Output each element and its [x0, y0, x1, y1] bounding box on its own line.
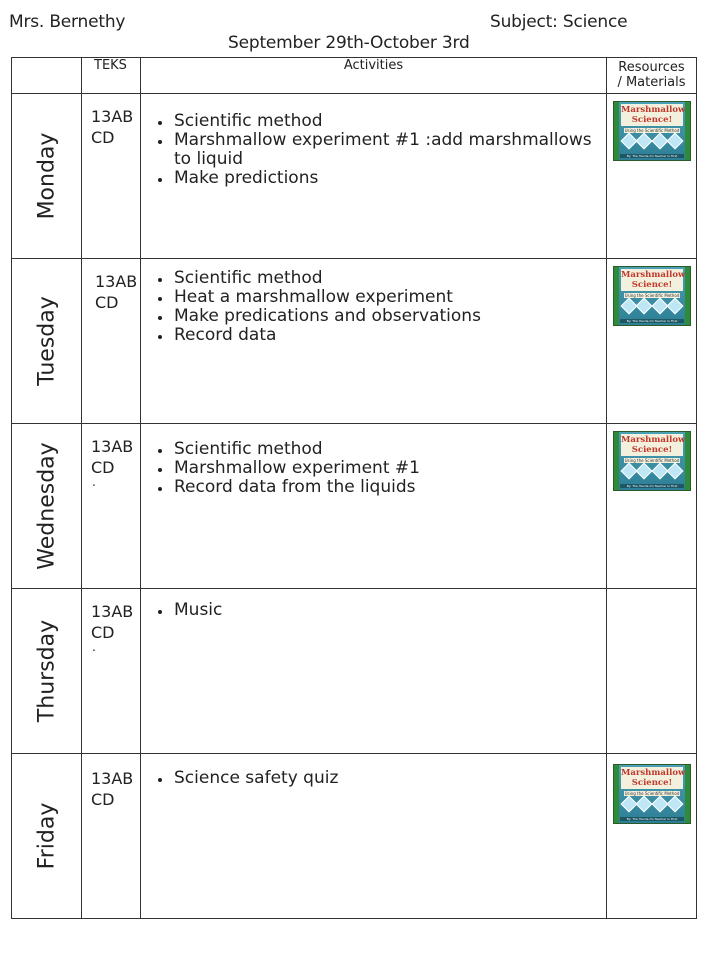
resource-footer: By: The Hands-On Teacher in First: [620, 484, 684, 488]
activities-cell: [141, 94, 607, 259]
resources-header-line1: Resources: [618, 60, 685, 75]
day-name: Friday: [34, 802, 59, 870]
resource-subtitle: Using the Scientific Method: [624, 791, 680, 796]
activity-item: • Record data from the liquids: [172, 478, 606, 497]
day-cell: [12, 94, 82, 259]
teks-code-suffix: CD: [95, 293, 119, 312]
resources-cell: [607, 94, 697, 259]
resources-cell: [607, 424, 697, 589]
day-name: Tuesday: [34, 296, 59, 386]
marshmallow-science-resource-image: [613, 266, 691, 326]
resources-cell: [607, 754, 697, 919]
teks-code-suffix: CD: [91, 458, 115, 477]
resource-footer: By: The Hands-On Teacher in First: [620, 817, 684, 821]
day-name: Wednesday: [34, 442, 59, 570]
activity-item: • Music: [172, 601, 606, 620]
teks-code-suffix: CD: [91, 623, 115, 642]
activity-item: • Science safety quiz: [172, 769, 606, 788]
resource-footer: By: The Hands-On Teacher in First: [620, 154, 684, 158]
resources-column-header: [607, 58, 697, 94]
activity-item: • Scientific method: [172, 269, 606, 288]
teks-cell: [82, 754, 141, 919]
resource-subtitle: Using the Scientific Method: [624, 293, 680, 298]
activities-column-header: Activities: [141, 58, 607, 94]
activity-item: • Scientific method: [172, 440, 606, 459]
day-row-friday: [12, 754, 697, 919]
resource-title: Marshmallow Science!: [621, 270, 686, 290]
day-cell: [12, 754, 82, 919]
teks-cell: [82, 424, 141, 589]
resource-title: Marshmallow Science!: [621, 105, 686, 125]
resources-cell: [607, 589, 697, 754]
teks-code: 13AB: [91, 769, 134, 788]
activity-item: • Record data: [172, 326, 606, 345]
activity-item: • Make predictions: [172, 169, 606, 188]
teks-code: 13AB: [91, 437, 134, 456]
subject-label: Subject: Science: [490, 12, 628, 32]
activity-item: • Make predications and observations: [172, 307, 606, 326]
teks-cell: [82, 589, 141, 754]
marshmallow-science-resource-image: [613, 764, 691, 824]
activity-item: • Marshmallow experiment #1 :add marshmallows to liquid: [172, 131, 606, 169]
marshmallow-science-resource-image: [613, 431, 691, 491]
activities-cell: [141, 589, 607, 754]
resource-title: Marshmallow Science!: [621, 435, 686, 455]
teks-code: 13AB: [95, 272, 138, 291]
resource-subtitle: Using the Scientific Method: [624, 458, 680, 463]
resource-title: Marshmallow Science!: [621, 768, 686, 788]
activity-item: • Scientific method: [172, 112, 606, 131]
day-cell: [12, 424, 82, 589]
day-row-thursday: [12, 589, 697, 754]
teks-cell: [82, 94, 141, 259]
teks-cell: [82, 259, 141, 424]
teks-code: 13AB: [91, 107, 134, 126]
header-row: [12, 58, 697, 94]
day-cell: [12, 589, 82, 754]
teks-dot: .: [92, 640, 96, 654]
marshmallow-science-resource-image: [613, 101, 691, 161]
lesson-plan-table: [11, 57, 697, 919]
resources-cell: [607, 259, 697, 424]
teks-code-suffix: CD: [91, 128, 115, 147]
teks-column-header: TEKS: [82, 58, 141, 94]
activities-cell: [141, 754, 607, 919]
day-row-tuesday: [12, 259, 697, 424]
resource-footer: By: The Hands-On Teacher in First: [620, 319, 684, 323]
day-row-wednesday: [12, 424, 697, 589]
teacher-name: Mrs. Bernethy: [9, 12, 126, 32]
teks-dot: .: [92, 475, 96, 489]
day-column-header: [12, 58, 82, 94]
resources-header-line2: / Materials: [617, 75, 686, 90]
day-row-monday: [12, 94, 697, 259]
resource-subtitle: Using the Scientific Method: [624, 128, 680, 133]
day-name: Monday: [34, 132, 59, 220]
activities-cell: [141, 259, 607, 424]
activities-cell: [141, 424, 607, 589]
day-name: Thursday: [34, 619, 59, 723]
day-cell: [12, 259, 82, 424]
activity-item: • Marshmallow experiment #1: [172, 459, 606, 478]
date-range: September 29th-October 3rd: [228, 33, 470, 53]
teks-code-suffix: CD: [91, 790, 115, 809]
activity-item: • Heat a marshmallow experiment: [172, 288, 606, 307]
teks-code: 13AB: [91, 602, 134, 621]
